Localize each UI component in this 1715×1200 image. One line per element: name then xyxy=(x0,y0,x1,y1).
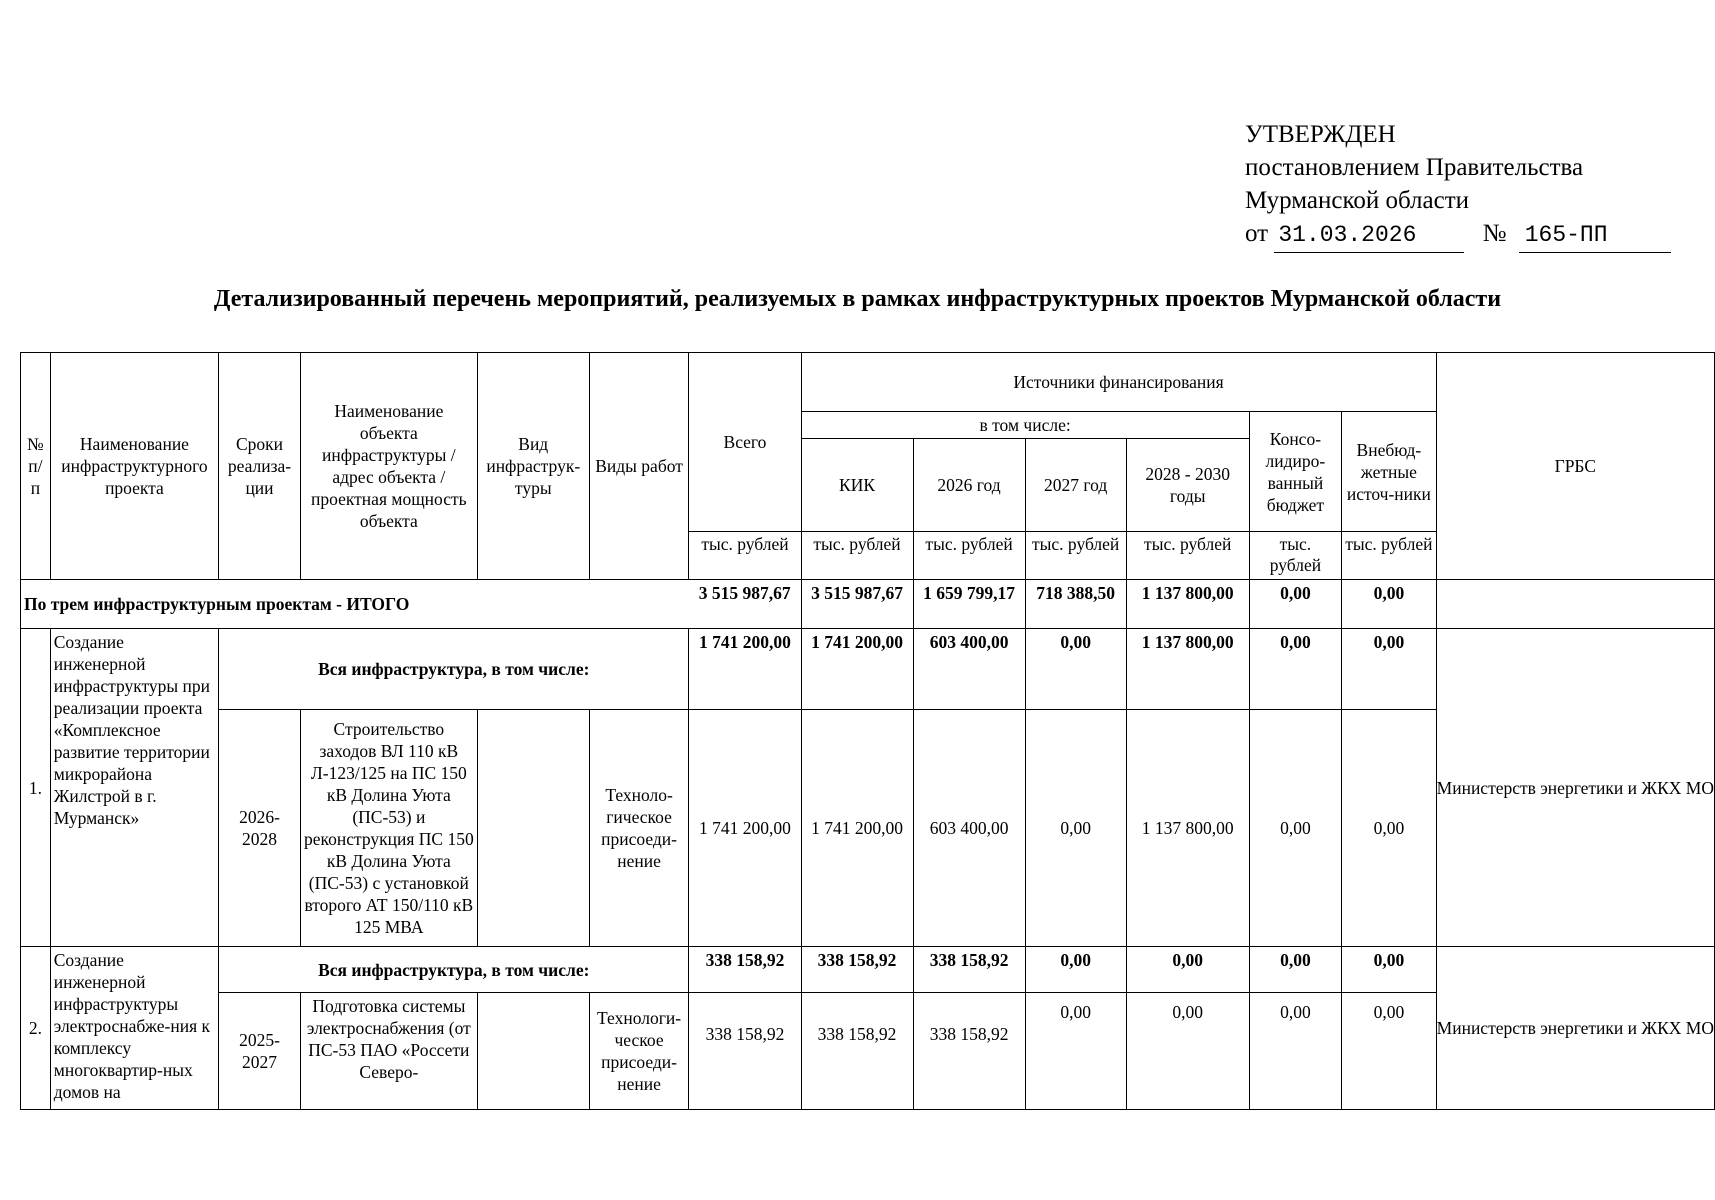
project-1-subtotal-total: 1 741 200,00 xyxy=(689,629,801,710)
project-1-terms: 2026-2028 xyxy=(219,710,301,947)
project-2-terms: 2025-2027 xyxy=(219,993,301,1110)
projects-table xyxy=(20,352,1715,1110)
header-consolidated: Консо-лидиро-ванный бюджет xyxy=(1249,412,1341,532)
approval-number: 165-ПП xyxy=(1519,219,1671,253)
project-2-subtotal-extrabudget: 0,00 xyxy=(1342,947,1437,993)
project-2-work-type: Технологи-ческое присоеди-нение xyxy=(589,993,689,1110)
header-total: Всего xyxy=(689,353,801,532)
header-kik: КИК xyxy=(801,439,913,532)
header-work-type: Виды работ xyxy=(589,353,689,580)
number-sign: № xyxy=(1482,220,1507,247)
header-2027: 2027 год xyxy=(1025,439,1126,532)
grand-total-total: 3 515 987,67 xyxy=(689,580,801,629)
grand-total-consolidated: 0,00 xyxy=(1249,580,1341,629)
grand-total-extrabudget: 0,00 xyxy=(1342,580,1437,629)
project-2-subtotal-row xyxy=(21,947,1715,993)
header-object-name: Наименование объекта инфраструктуры / адрес объекта / проектная мощность объекта xyxy=(300,353,477,580)
project-2-subtotal-kik: 338 158,92 xyxy=(801,947,913,993)
document-title: Детализированный перечень мероприятий, реализуемых в рамках инфраструктурных проектов Мурманской области xyxy=(213,286,1502,312)
project-2-num: 2. xyxy=(21,947,51,1110)
grand-total-2026: 1 659 799,17 xyxy=(913,580,1025,629)
project-1-subtotal-label: Вся инфраструктура, в том числе: xyxy=(219,629,689,710)
project-1-object: Строительство заходов ВЛ 110 кВ Л-123/125 на ПС 150 кВ Долина Уюта (ПС-53) и реконструкция ПС 150 кВ Долина Уюта (ПС-53) с установкой второго АТ 150/110 кВ 125 МВА xyxy=(300,710,477,947)
project-1-work-type: Техноло-гическое присоеди-нение xyxy=(589,710,689,947)
approval-line-2: Мурманской области xyxy=(1245,187,1470,214)
project-1-2026: 603 400,00 xyxy=(913,710,1025,947)
header-funding: Источники финансирования xyxy=(801,353,1436,412)
unit-2026: тыс. рублей xyxy=(913,532,1025,580)
project-2-total: 338 158,92 xyxy=(689,993,801,1110)
project-1-subtotal-consolidated: 0,00 xyxy=(1249,629,1341,710)
header-grbs: ГРБС xyxy=(1436,353,1714,580)
grand-total-row xyxy=(21,580,1715,629)
project-2-subtotal-total: 338 158,92 xyxy=(689,947,801,993)
project-2-subtotal-2026: 338 158,92 xyxy=(913,947,1025,993)
project-1-subtotal-extrabudget: 0,00 xyxy=(1342,629,1437,710)
project-1-num: 1. xyxy=(21,629,51,947)
project-2-subtotal-consolidated: 0,00 xyxy=(1249,947,1341,993)
project-1-name: Создание инженерной инфраструктуры при реализации проекта «Комплексное развитие территории микрорайона Жилстрой в г. Мурманск» xyxy=(50,629,218,947)
project-2-infra-type xyxy=(477,993,589,1110)
project-1-total: 1 741 200,00 xyxy=(689,710,801,947)
project-2-subtotal-2028-2030: 0,00 xyxy=(1126,947,1249,993)
project-2-subtotal-label: Вся инфраструктура, в том числе: xyxy=(219,947,689,993)
unit-2028-2030: тыс. рублей xyxy=(1126,532,1249,580)
grand-total-kik: 3 515 987,67 xyxy=(801,580,913,629)
approval-stamp xyxy=(1245,118,1671,253)
grand-total-label: По трем инфраструктурным проектам - ИТОГО xyxy=(21,580,689,629)
grand-total-2027: 718 388,50 xyxy=(1025,580,1126,629)
unit-extrabudget: тыс. рублей xyxy=(1342,532,1437,580)
project-1-kik: 1 741 200,00 xyxy=(801,710,913,947)
project-1-subtotal-kik: 1 741 200,00 xyxy=(801,629,913,710)
project-1-grbs: Министерств энергетики и ЖКХ МО xyxy=(1436,629,1714,947)
date-prefix: от xyxy=(1245,220,1269,247)
header-extrabudget: Внебюд-жетные источ-ники xyxy=(1342,412,1437,532)
project-1-subtotal-row xyxy=(21,629,1715,710)
project-1-2027: 0,00 xyxy=(1025,710,1126,947)
header-terms: Сроки реализа-ции xyxy=(219,353,301,580)
project-1-subtotal-2027: 0,00 xyxy=(1025,629,1126,710)
project-2-2026: 338 158,92 xyxy=(913,993,1025,1110)
unit-2027: тыс. рублей xyxy=(1025,532,1126,580)
approval-date: 31.03.2026 xyxy=(1274,219,1464,253)
project-1-subtotal-2028-2030: 1 137 800,00 xyxy=(1126,629,1249,710)
header-project-name: Наименование инфраструктурного проекта xyxy=(50,353,218,580)
header-2028-2030: 2028 - 2030 годы xyxy=(1126,439,1249,532)
approval-line-1: постановлением Правительства xyxy=(1245,154,1584,181)
header-num: № п/п xyxy=(21,353,51,580)
grand-total-2028-2030: 1 137 800,00 xyxy=(1126,580,1249,629)
project-2-2027: 0,00 xyxy=(1025,993,1126,1110)
project-2-grbs: Министерств энергетики и ЖКХ МО xyxy=(1436,947,1714,1110)
header-infra-type: Вид инфраструк-туры xyxy=(477,353,589,580)
header-2026: 2026 год xyxy=(913,439,1025,532)
unit-kik: тыс. рублей xyxy=(801,532,913,580)
project-1-2028-2030: 1 137 800,00 xyxy=(1126,710,1249,947)
project-2-2028-2030: 0,00 xyxy=(1126,993,1249,1110)
project-2-name: Создание инженерной инфраструктуры электроснабже-ния к комплексу многоквартир-ных домов на xyxy=(50,947,218,1110)
approved-label: УТВЕРЖДЕН xyxy=(1245,121,1396,148)
project-1-extrabudget: 0,00 xyxy=(1342,710,1437,947)
project-1-infra-type xyxy=(477,710,589,947)
project-2-object: Подготовка системы электроснабжения (от ПС-53 ПАО «Россети Северо- xyxy=(300,993,477,1110)
project-2-kik: 338 158,92 xyxy=(801,993,913,1110)
project-1-consolidated: 0,00 xyxy=(1249,710,1341,947)
header-row-1 xyxy=(21,353,1715,412)
project-1-subtotal-2026: 603 400,00 xyxy=(913,629,1025,710)
header-including: в том числе: xyxy=(801,412,1249,439)
approval-date-line xyxy=(1245,217,1671,253)
project-2-consolidated: 0,00 xyxy=(1249,993,1341,1110)
unit-total: тыс. рублей xyxy=(689,532,801,580)
project-2-extrabudget: 0,00 xyxy=(1342,993,1437,1110)
unit-consolidated: тыс. рублей xyxy=(1249,532,1341,580)
project-2-subtotal-2027: 0,00 xyxy=(1025,947,1126,993)
